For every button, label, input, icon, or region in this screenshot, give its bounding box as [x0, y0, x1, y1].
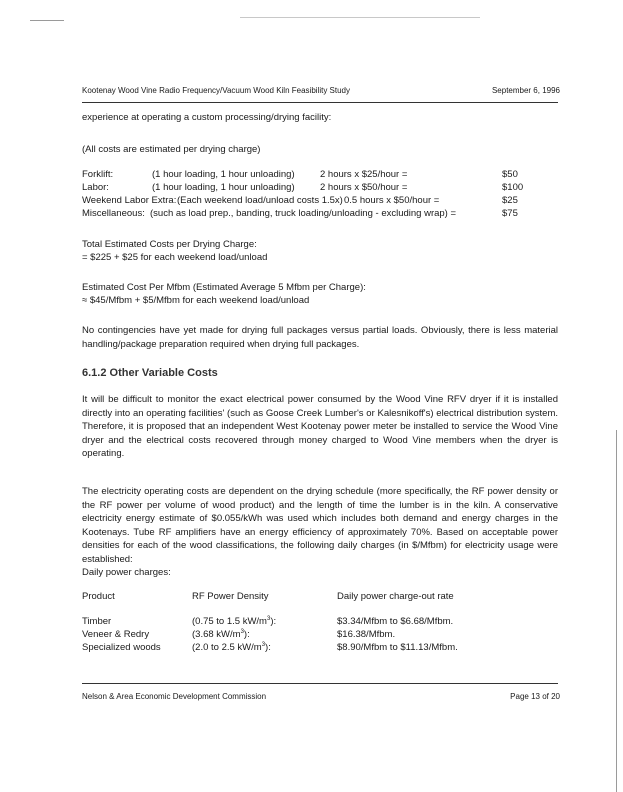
- table-cell-rate: $16.38/Mfbm.: [337, 629, 396, 640]
- table-cell-density: [192, 629, 250, 640]
- header-title: Kootenay Wood Vine Radio Frequency/Vacuum Wood Kiln Feasibility Study: [82, 86, 350, 95]
- per-mfbm-formula: ≈ $45/Mfbm + $5/Mfbm for each weekend load/unload: [82, 295, 310, 306]
- cost-calc: 2 hours x $50/hour =: [320, 182, 408, 193]
- table-row: [82, 629, 562, 642]
- table-header-row: [82, 591, 562, 604]
- cost-detail: (such as load prep., banding, truck loading/unloading - excluding wrap) =: [150, 208, 457, 219]
- density-suffix: ):: [243, 629, 250, 641]
- cost-row-weekend: [82, 195, 562, 208]
- cost-amount: $75: [502, 208, 518, 219]
- contingency-paragraph: No contingencies have yet made for drying full packages versus partial loads. Obviously, there is less material handling/package preparation required when drying full packages.: [82, 325, 558, 350]
- scan-edge-line: [616, 430, 617, 792]
- footer-page-number: Page 13 of 20: [510, 692, 560, 701]
- intro-line: experience at operating a custom processing/drying facility:: [82, 112, 332, 123]
- header-date: September 6, 1996: [491, 86, 560, 95]
- cost-label: Forklift:: [82, 169, 114, 180]
- table-cell-density: [192, 616, 276, 627]
- table-row: [82, 642, 562, 655]
- cost-amount: $50: [502, 169, 518, 180]
- scan-artifact-left: [30, 20, 64, 21]
- table-cell-product: Veneer & Redry: [82, 629, 150, 640]
- table-header: RF Power Density: [192, 591, 269, 602]
- cost-calc: 2 hours x $25/hour =: [320, 169, 408, 180]
- table-cell-product: Specialized woods: [82, 642, 161, 653]
- cost-calc: 0.5 hours x $50/hour =: [344, 195, 440, 206]
- unit-superscript: 3: [261, 642, 266, 648]
- table-cell-density: [192, 642, 271, 653]
- density-value: (2.0 to 2.5 kW/m: [192, 642, 262, 654]
- header-rule: [82, 102, 558, 103]
- footer-rule: [82, 683, 558, 684]
- density-suffix: ):: [270, 616, 277, 628]
- table-cell-rate: $8.90/Mfbm to $11.13/Mfbm.: [337, 642, 458, 653]
- cost-row-misc: [82, 208, 562, 221]
- power-paragraph: It will be difficult to monitor the exact electrical power consumed by the Wood Vine RFV dryer if it is installed directly into an operating facilities' (such as Goose Creek Lumber's or Kalesnikoff's) electrical distribution system. Therefore, it is proposed that an independent West Kootenay power meter be installed to service the Wood Vine dryer and the electrical costs recovered through money charged to Wood Vine members when the dryer is operating.: [82, 394, 558, 459]
- table-header: Product: [82, 591, 115, 602]
- total-formula: = $225 + $25 for each weekend load/unload: [82, 252, 268, 263]
- daily-charges-label: Daily power charges:: [82, 567, 171, 578]
- unit-superscript: 3: [240, 629, 244, 635]
- density-value: (3.68 kW/m: [192, 629, 241, 641]
- density-value: (0.75 to 1.5 kW/m: [192, 616, 267, 628]
- total-heading: Total Estimated Costs per Drying Charge:: [82, 239, 257, 250]
- cost-label: Weekend Labor Extra:: [82, 195, 177, 206]
- electricity-paragraph: The electricity operating costs are dependent on the drying schedule (more specifically, the RF power density or the RF power per volume of wood product) and the length of time the lumber is in the kiln. A conservative electricity energy estimate of $0.055/kWh was used which includes both demand and energy charges in the Kootenays. Tube RF amplifiers have an energy efficiency of approximately 70%. Based on acceptable power densities for each of the wood classifications, the following daily charges (in $/Mfbm) for electricity usage were established:: [82, 486, 558, 565]
- costs-note: (All costs are estimated per drying charge): [82, 144, 261, 155]
- scan-artifact-top: [240, 17, 480, 18]
- cost-detail: (Each weekend load/unload costs 1.5x): [177, 195, 343, 206]
- cost-row-forklift: [82, 169, 562, 182]
- cost-amount: $100: [502, 182, 524, 193]
- cost-detail: (1 hour loading, 1 hour unloading): [152, 182, 295, 193]
- cost-amount: $25: [502, 195, 518, 206]
- cost-row-labor: [82, 182, 562, 195]
- table-header: Daily power charge-out rate: [337, 591, 454, 602]
- unit-superscript: 3: [266, 616, 271, 622]
- footer-org: Nelson & Area Economic Development Commission: [82, 692, 267, 701]
- cost-label: Labor:: [82, 182, 109, 193]
- cost-detail: (1 hour loading, 1 hour unloading): [152, 169, 295, 180]
- section-title: 6.1.2 Other Variable Costs: [82, 367, 218, 379]
- table-row: [82, 616, 562, 629]
- cost-label: Miscellaneous:: [82, 208, 145, 219]
- per-mfbm-heading: Estimated Cost Per Mfbm (Estimated Average 5 Mfbm per Charge):: [82, 282, 366, 293]
- table-cell-rate: $3.34/Mfbm to $6.68/Mfbm.: [337, 616, 454, 627]
- table-cell-product: Timber: [82, 616, 112, 627]
- density-suffix: ):: [265, 642, 271, 654]
